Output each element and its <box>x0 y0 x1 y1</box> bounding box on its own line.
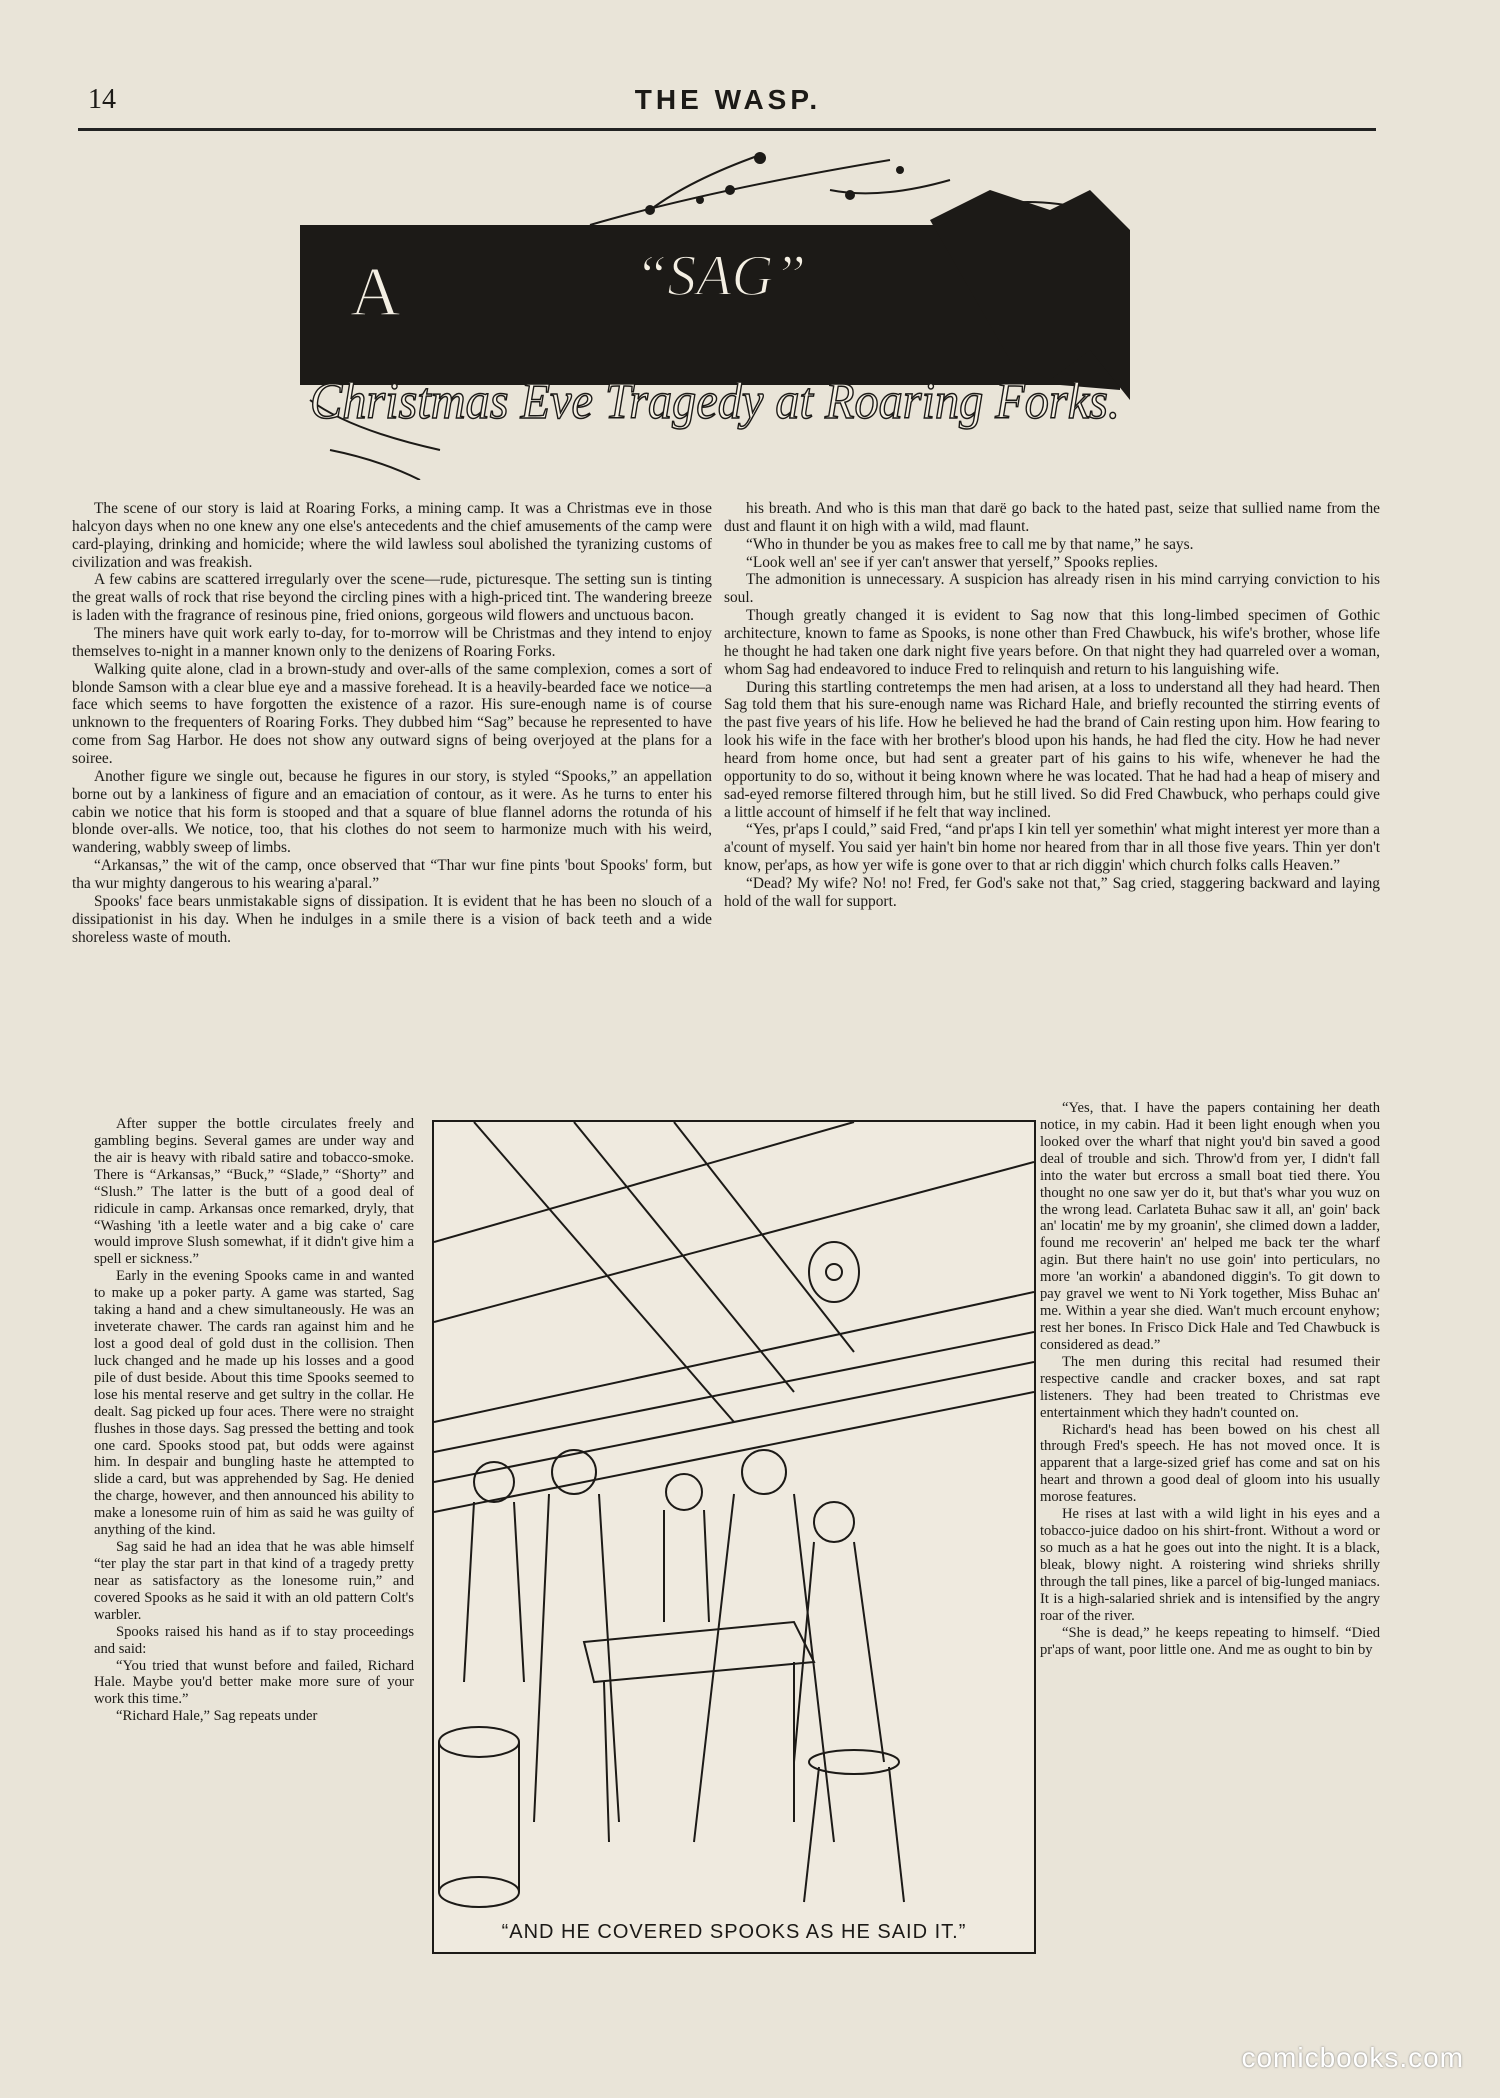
story-column-right-narrow <box>1040 1100 1380 1658</box>
paragraph: “Yes, pr'aps I could,” said Fred, “and pr'aps I kin tell yer somethin' what might interest yer more than a a'count of myself. You said yer hain't bin home nor heared from thar in all those five years. Thin yer don't know, per'aps, as how yer wife is gone over to that ar rich diggin' which church folks calls Heaven.” <box>724 821 1380 875</box>
paragraph: He rises at last with a wild light in his eyes and a tobacco-juice dadoo on his shirt-front. Without a word or so much as a hat he goes out into the night. It is a black, bleak, blowy night. A roistering wind shrieks shrilly through the tall pines, like a parcel of big-lunged maniacs. It is a high-salaried shriek and is intensified by the angry roar of the river. <box>1040 1506 1381 1624</box>
paragraph: After supper the bottle circulates freely and gambling begins. Several games are under way and the air is heavy with ribald satire and tobacco-smoke. There is “Arkansas,” “Buck,” “Slade,” “Shorty” and “Slush.” The latter is the butt of a good deal of ridicule in camp. Arkansas once remarked, dryly, that “Washing 'ith a leetle water and a big cake o' care would improve Slush somewhat, if it didn't give him a spell er sickness.” <box>94 1116 414 1268</box>
paragraph: The scene of our story is laid at Roaring Forks, a mining camp. It was a Christmas eve in those halcyon days when no one knew any one else's antecedents and the chief amusements of the camp were card-playing, drinking and homicide; where the wild lawless soul abolished the tyranizing customs of civilization and was freakish. <box>72 500 712 571</box>
paragraph: Sag said he had an idea that he was able himself “ter play the star part in that kind of a tragedy pretty near as satisfactory as the lonesome ruin,” and covered Spooks as he said it with an old pattern Colt's warbler. <box>94 1539 414 1623</box>
illustration-caption: “AND HE COVERED SPOOKS AS HE SAID IT.” <box>501 1921 967 1943</box>
paragraph: “Richard Hale,” Sag repeats under <box>116 1708 318 1725</box>
watermark: comicbooks.com <box>1241 2042 1464 2073</box>
title-subtitle: Christmas Eve Tragedy at Roaring Forks. <box>310 373 1120 430</box>
paragraph: “Who in thunder be you as makes free to call me by that name,” he says. <box>746 535 1194 553</box>
paragraph: The men during this recital had resumed their respective candle and cracker boxes, and sat rapt listeners. They had been treated to Christmas eve entertainment which they hadn't counted on. <box>1040 1353 1380 1421</box>
paragraph: The admonition is unnecessary. A suspicion has already risen in his mind carrying conviction to his soul. <box>724 571 1380 607</box>
story-column-left-narrow <box>94 1116 414 1725</box>
paragraph: “Arkansas,” the wit of the camp, once observed that “Thar wur fine pints 'bout Spooks' form, but tha wur mighty dangerous to his wearing a'paral.” <box>72 857 712 893</box>
title-sag: “SAG” <box>635 243 806 308</box>
journal-title: THE WASP. <box>634 84 822 115</box>
title-banner <box>290 150 1130 480</box>
paragraph: A few cabins are scattered irregularly over the scene—rude, picturesque. The setting sun is tinting the great walls of rock that rise beyond the circling pines with a high-priced tint. The wandering breeze is laden with the fragrance of resinous pine, fried onions, gorgeous wild flowers and unctuous bacon. <box>72 571 712 625</box>
paragraph: Richard's head has been bowed on his chest all through Fred's speech. He has not moved once. It is apparent that a large-sized grief has come and sat on his heart and thrown a good deal of gloom into his usually morose features. <box>1040 1421 1380 1506</box>
paragraph: “You tried that wunst before and failed, Richard Hale. Maybe you'd better make more sure of your work this time.” <box>94 1657 414 1708</box>
paragraph: Spooks raised his hand as if to stay proceedings and said: <box>94 1623 414 1657</box>
story-column-left <box>72 500 712 946</box>
paragraph: “Dead? My wife? No! no! Fred, fer God's sake not that,” Sag cried, staggering backward and laying hold of the wall for support. <box>724 875 1380 910</box>
flower-ornaments <box>645 152 904 215</box>
header-rule <box>78 128 1376 131</box>
running-head <box>78 84 1378 124</box>
illustration <box>432 1120 1036 1954</box>
paragraph: Early in the evening Spooks came in and wanted to make up a poker party. A game was started, Sag taking a hand and a chew simultaneously. He was an inveterate chawer. The cards ran against him and he lost a good deal of gold dust in the collision. Then luck changed and he made up his losses and a good pile of dust beside. About this time Spooks seemed to lose his mental reserve and get sultry in the collar. He dealt. Sag picked up four aces. There were no straight flushes in those days. Sag pressed the betting and took one card. Spooks stood pat, but odds were against him. In despair and bungling haste he attempted to slide a card, but was apprehended by Sag. He denied the charge, however, and then announced his ability to make a lonesome ruin of him as said he was guilty of anything of the kind. <box>94 1268 414 1539</box>
story-column-right <box>724 500 1380 911</box>
paragraph: During this startling contretemps the men had arisen, at a loss to understand all they had heard. Then Sag told them that his sure-enough name was Richard Hale, and briefly recounted the stirring events of the past five years of his life. How he believed he had the brand of Cain resting upon him. How fearing to look his wife in the face with her brother's blood upon his hands, he had fled the city. How he had never heard from home once, but had sent a greater part of his gains to his wife, whenever he had the opportunity to do so, without it being known where he was located. That he had had a heap of misery and sad-eyed remorse filtered through him, but he still lived. So did Fred Chawbuck, who perhaps could give a little account of himself if he felt that way inclined. <box>724 678 1380 821</box>
paragraph: The miners have quit work early to-day, for to-morrow will be Christmas and they intend to enjoy themselves to-night in a manner known only to the denizens of Roaring Forks. <box>72 625 712 660</box>
paragraph: his breath. And who is this man that darë go back to the hated past, seize that sullied name from the dust and flaunt it on high with a wild, mad flaunt. <box>724 500 1380 535</box>
paragraph: Though greatly changed it is evident to Sag now that this long-limbed specimen of Gothic architecture, known to fame as Spooks, is none other than Fred Chawbuck, his wife's brother, whose life he thought he had taken one dark night five years before. On that night they had quarreled over a woman, whom Sag had endeavored to induce Fred to relinquish and return to his languishing wife. <box>724 607 1380 678</box>
title-letter-a: A <box>350 254 401 331</box>
page-number: 14 <box>88 84 116 115</box>
paragraph: Spooks' face bears unmistakable signs of dissipation. It is evident that he has been no slouch of a dissipationist in his day. When he indulges in a smile there is a vision of back teeth and a wide shoreless waste of mouth. <box>72 892 712 946</box>
paragraph: “Look well an' see if yer can't answer that yerself,” Spooks replies. <box>746 553 1158 571</box>
paragraph: Another figure we single out, because he figures in our story, is styled “Spooks,” an appellation borne out by a lankiness of figure and an emaciation of contour, as it were. As he turns to enter his cabin we notice that his form is stooped and that a square of blue flannel adorns the rotunda of his blonde over-alls. We notice, too, that his clothes do not seem to harmonize much with his weird, wandering, wabbly sweep of limbs. <box>72 767 712 857</box>
paragraph: “She is dead,” he keeps repeating to himself. “Died pr'aps of want, poor little one. And me as ought to bin by <box>1040 1624 1380 1658</box>
paragraph: “Yes, that. I have the papers containing her death notice, in my cabin. Had it been light enough when you looked over the wharf that night you'd bin saved a good deal of trouble and sich. Throw'd from yer, I didn't fall into the water but ercross a small boat tied there. You thought no one saw yer do it, but that's whar you wuz on the wrong lead. Carlateta Buhac saw it all, an' goin' back an' locatin' me by my groanin', she climed down a ladder, found me recoverin' an' helped me back ter the wharf agin. But there hain't no use goin' into perticulars, no more 'an workin' a abandoned diggin's. To git down to pay gravel we went to Ni York together, Miss Buhac an' me. Within a year she died. Wan't much ercount enyhow; rest her bones. In Frisco Dick Hale and Ted Chawbuck is considered as dead.” <box>1040 1100 1380 1353</box>
cabin-scene-drawing <box>434 1122 1034 1912</box>
paragraph: Walking quite alone, clad in a brown-study and over-alls of the same complexion, comes a sort of blonde Samson with a clear blue eye and a massive forehead. It is a heavily-bearded face we notice—a face which seems to have forgotten the existence of a razor. His sure-enough name is of course unknown to the frequenters of Roaring Forks. They dubbed him “Sag” because he represented to have come from Sag Harbor. He does not show any outward signs of being overjoyed at the plans for a soiree. <box>72 660 712 768</box>
